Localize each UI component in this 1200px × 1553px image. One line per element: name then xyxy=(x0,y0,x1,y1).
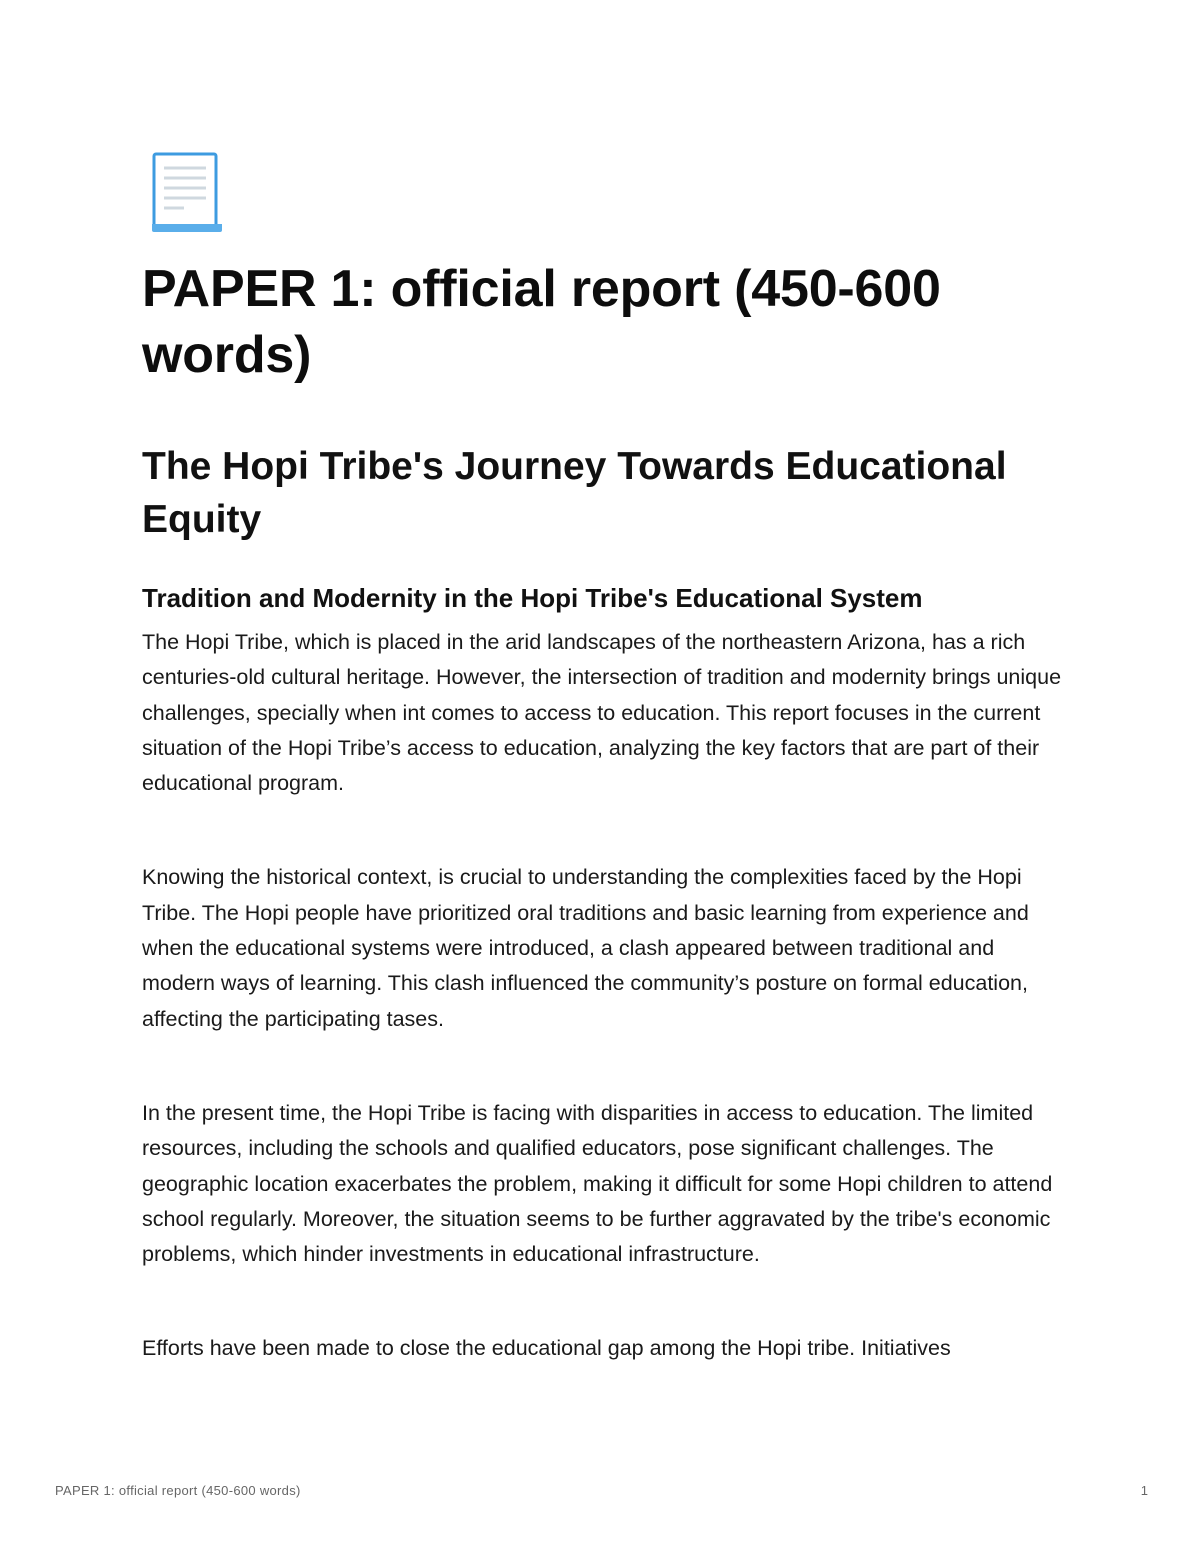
paragraph-3: In the present time, the Hopi Tribe is facing with disparities in access to education. The limited resources, including the schools and qualified educators, pose significant challenges. The geographic location exacerbates the problem, making it difficult for some Hopi children to attend school regularly. Moreover, the situation seems to be further aggravated by the tribe's economic problems, which hinder investments in educational infrastructure. xyxy=(142,1100,1053,1267)
footer-page-number: 1 xyxy=(1140,1483,1148,1498)
paragraph-4: Efforts have been made to close the educational gap among the Hopi tribe. Initiatives xyxy=(142,1336,951,1361)
paragraph-2: Knowing the historical context, is crucial to understanding the complexities faced by the Hopi Tribe. The Hopi people have prioritized oral traditions and basic learning from experience and when the educational systems were introduced, a clash appeared between traditional and modern ways of learning. This clash influenced the community’s posture on formal education, affecting the participating tases. xyxy=(142,865,1029,1031)
footer-document-title: PAPER 1: official report (450-600 words) xyxy=(55,1483,301,1498)
section-heading: Tradition and Modernity in the Hopi Tribe's Educational System xyxy=(142,583,923,613)
document-page-icon xyxy=(150,152,226,234)
document-subtitle: The Hopi Tribe's Journey Towards Educational Equity xyxy=(142,445,1007,541)
document-content xyxy=(142,256,1072,1367)
paragraph-1: The Hopi Tribe, which is placed in the arid landscapes of the northeastern Arizona, has a rich centuries-old cultural heritage. However, the intersection of tradition and modernity brings unique challenges, specially when int comes to access to education. This report focuses in the current situation of the Hopi Tribe’s access to education, analyzing the key factors that are part of their educational program. xyxy=(142,630,1062,796)
document-title: PAPER 1: official report (450-600 words) xyxy=(142,260,941,384)
